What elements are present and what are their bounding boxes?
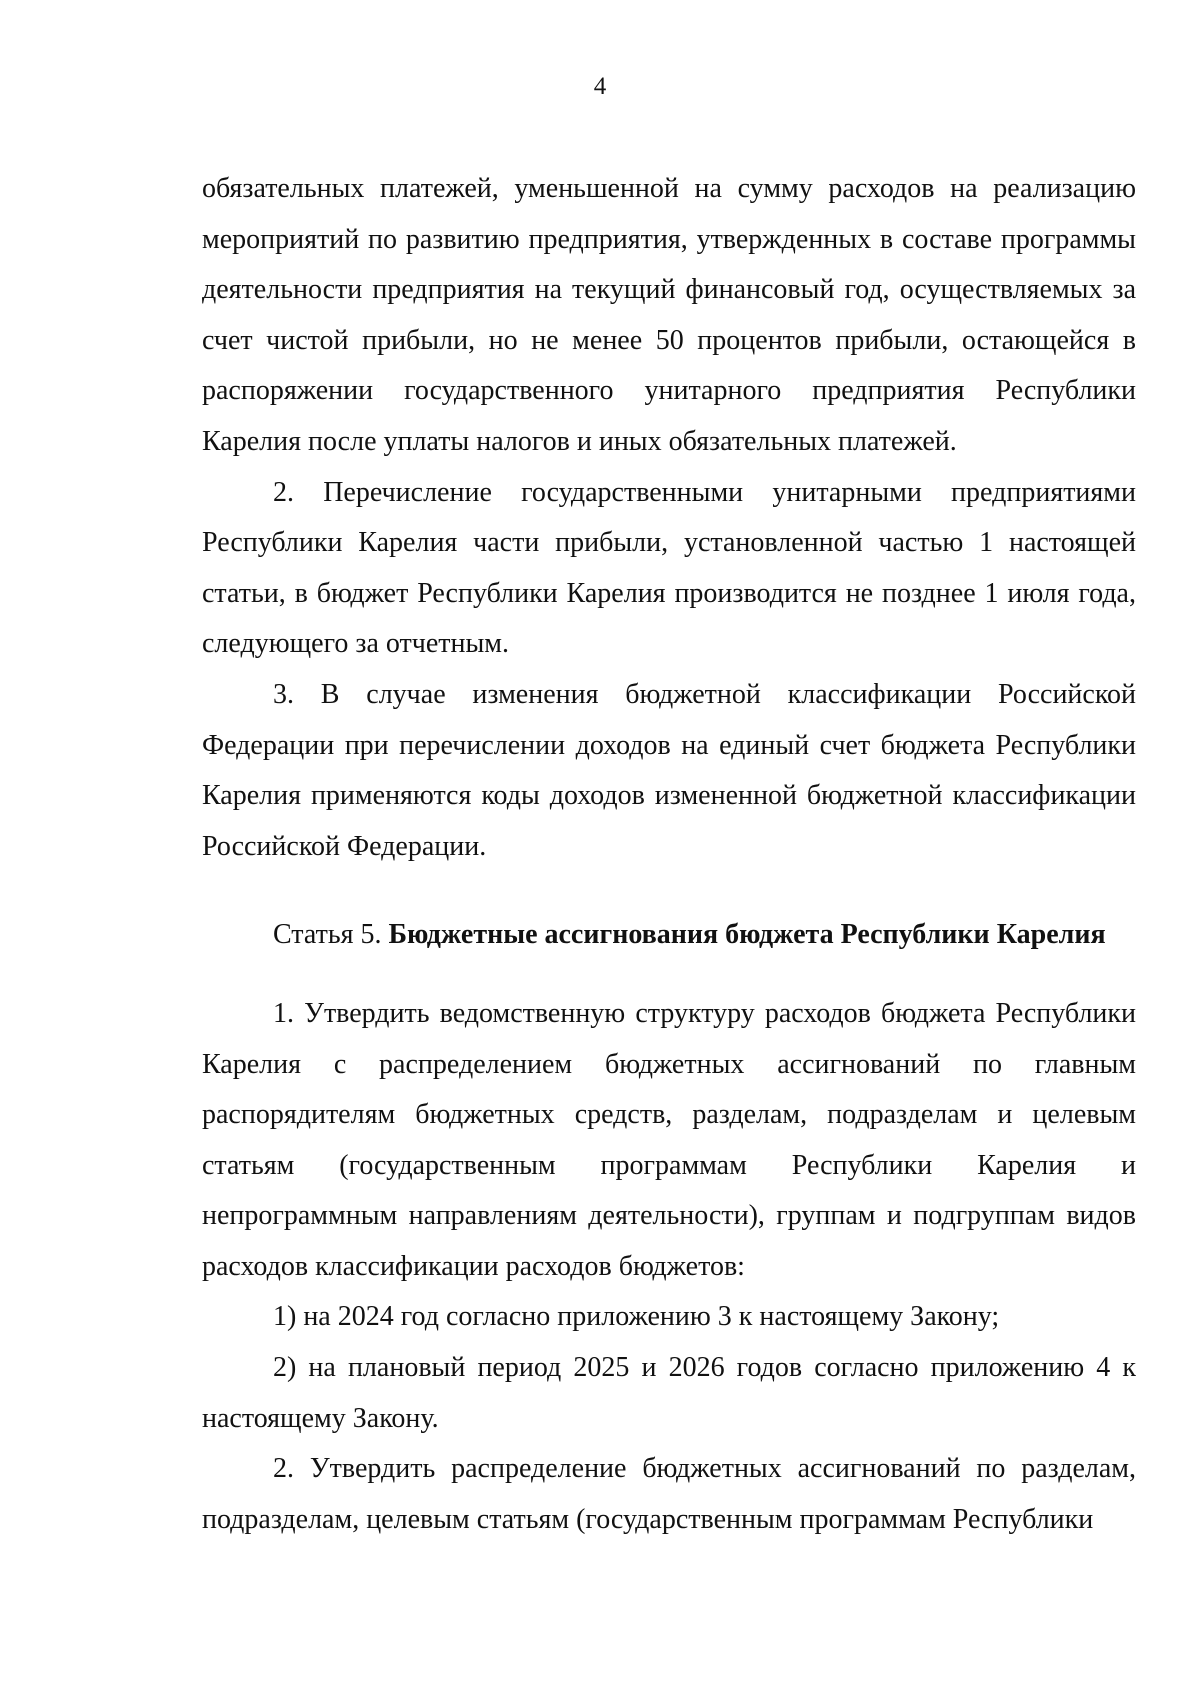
article-title: Бюджетные ассигнования бюджета Республики Карелия (388, 919, 1106, 951)
paragraph-article5-clause-2: 2. Утвердить распределение бюджетных ассигнований по разделам, подразделам, целевым статьям (государственным программам Республики (202, 1453, 1136, 1535)
list-item-2025-2026: 2) на плановый период 2025 и 2026 годов согласно приложению 4 к настоящему Закону. (202, 1352, 1136, 1434)
paragraph-clause-3: 3. В случае изменения бюджетной классификации Российской Федерации при перечислении доходов на единый счет бюджета Республики Карелия применяются коды доходов измененной бюджетной классификации Российской Федерации. (202, 678, 1136, 862)
paragraph-clause-2: 2. Перечисление государственными унитарными предприятиями Республики Карелия части прибыли, установленной частью 1 настоящей статьи, в бюджет Республики Карелия производится не позднее 1 июля года, следующего за отчетным. (202, 476, 1136, 660)
article-heading (202, 910, 1136, 961)
article-label: Статья 5. (273, 919, 382, 951)
paragraph-continuation: обязательных платежей, уменьшенной на сумму расходов на реализацию мероприятий по развитию предприятия, утвержденных в составе программы деятельности предприятия на текущий финансовый год, осуществляемых за счет чистой прибыли, но не менее 50 процентов прибыли, остающейся в распоряжении государственного унитарного предприятия Республики Карелия после уплаты налогов и иных обязательных платежей. (202, 173, 1136, 457)
paragraph-article5-clause-1: 1. Утвердить ведомственную структуру расходов бюджета Республики Карелия с распределением бюджетных ассигнований по главным распорядителям бюджетных средств, разделам, подразделам и целевым статьям (государственным программам Республики Карелия и непрограммным направлениям деятельности), группам и подгруппам видов расходов классификации расходов бюджетов: (202, 997, 1136, 1282)
document-body (202, 164, 1136, 1545)
page-number: 4 (593, 73, 607, 100)
list-item-2024: 1) на 2024 год согласно приложению 3 к настоящему Закону; (273, 1301, 1000, 1333)
